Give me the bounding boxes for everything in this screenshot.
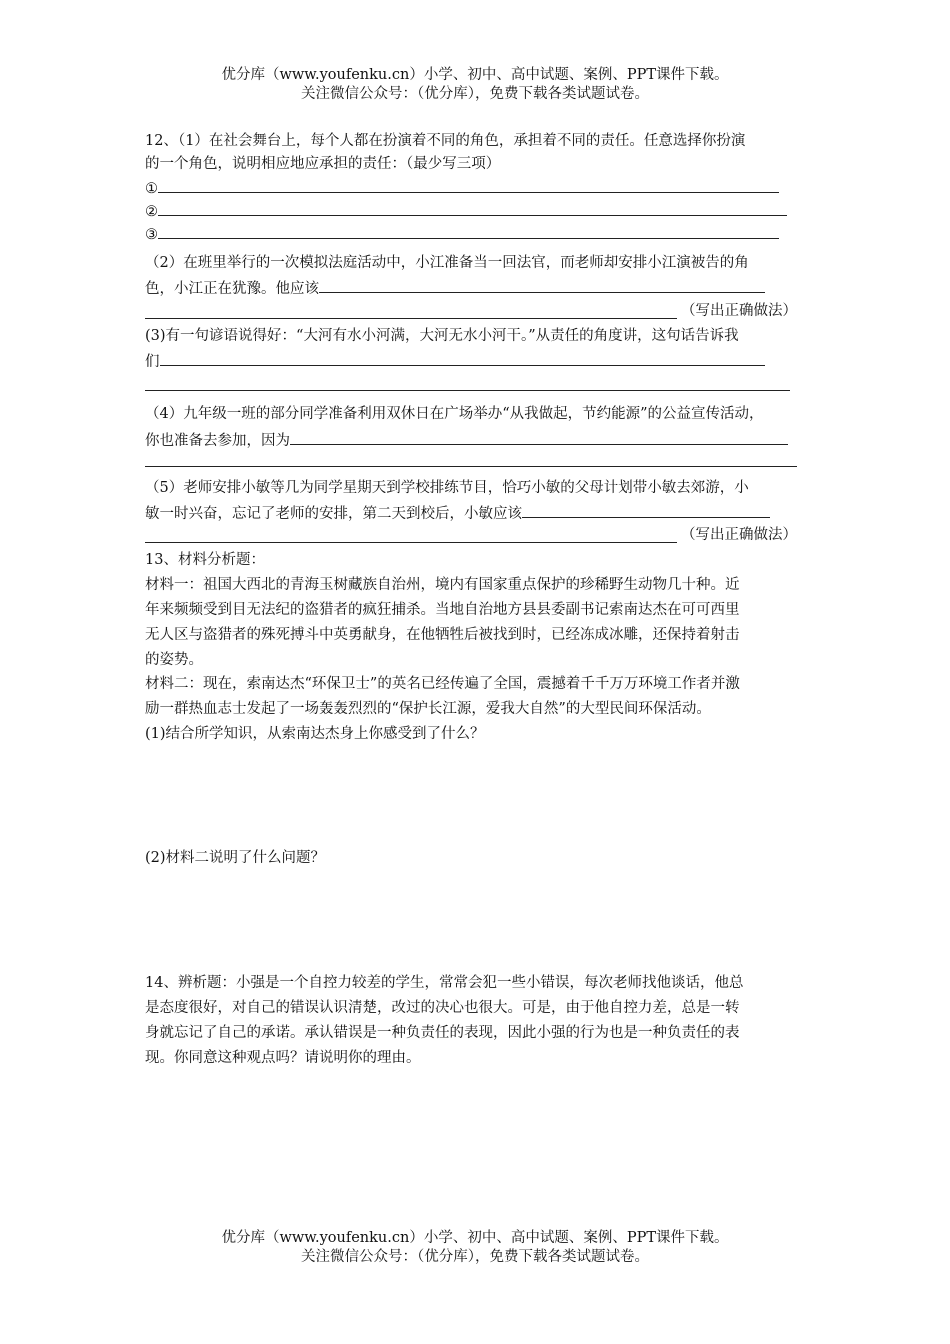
- q12-part4-line2: 你也准备去参加，因为: [145, 428, 788, 452]
- q12-part5-blank-2[interactable]: [145, 542, 677, 543]
- q12-part3-blank-2[interactable]: [145, 390, 790, 391]
- q12-part3-line2: 们: [145, 349, 765, 373]
- q12-part4-blank-2[interactable]: [145, 466, 797, 467]
- q12-part5-blank[interactable]: [522, 501, 770, 518]
- page-footer-line2: 关注微信公众号：（优分库），免费下载各类试题试卷。: [301, 1249, 649, 1265]
- q12-part4-blank[interactable]: [290, 428, 788, 445]
- q12-part5-line2: 敏一时兴奋，忘记了老师的安排，第二天到校后，小敏应该: [145, 501, 770, 525]
- circled-number-3: ③: [145, 227, 158, 243]
- q12-part2-line1: （2）在班里举行的一次模拟法庭活动中，小江准备当一回法官，而老师却安排小江演被告的角: [145, 255, 749, 271]
- q13-material1-line4: 的姿势。: [145, 652, 203, 668]
- q13-title: 13、材料分析题：: [145, 552, 265, 568]
- blank-2[interactable]: [158, 199, 787, 216]
- q14-line2: 是态度很好，对自己的错误认识清楚，改过的决心也很大。可是，由于他自控力差，总是一转: [145, 1000, 740, 1016]
- q12-part1-line2: 的一个角色，说明相应地应承担的责任：（最少写三项）: [145, 156, 501, 172]
- q13-material2-line2: 励一群热血志士发起了一场轰轰烈烈的“保护长江源，爱我大自然”的大型民间环保活动。: [145, 701, 711, 717]
- q12-part1-line1: 12、（1）在社会舞台上，每个人都在扮演着不同的角色，承担着不同的责任。任意选择你扮演: [145, 133, 746, 149]
- q12-part2-line2: 色，小江正在犹豫。他应该: [145, 276, 765, 300]
- q12-part2-blank[interactable]: [319, 276, 765, 293]
- q12-part5-note: （写出正确做法）: [681, 527, 797, 543]
- q13-question1: (1)结合所学知识，从索南达杰身上你感受到了什么？: [145, 726, 485, 742]
- q14-line3: 身就忘记了自己的承诺。承认错误是一种负责任的表现，因此小强的行为也是一种负责任的表: [145, 1025, 740, 1041]
- q12-part2-blank-2[interactable]: [145, 318, 677, 319]
- page-header-line1: 优分库（www.youfenku.cn）小学、初中、高中试题、案例、PPT课件下载。: [221, 67, 729, 83]
- page-footer-line1: 优分库（www.youfenku.cn）小学、初中、高中试题、案例、PPT课件下载。: [221, 1230, 729, 1246]
- q13-question2: (2)材料二说明了什么问题？: [145, 850, 326, 866]
- answer-line-3: [145, 222, 779, 246]
- answer-line-1: [145, 176, 779, 200]
- circled-number-1: ①: [145, 181, 158, 197]
- circled-number-2: ②: [145, 204, 158, 220]
- q12-part4-line1: （4）九年级一班的部分同学准备利用双休日在广场举办“从我做起，节约能源”的公益宣传活动，: [145, 406, 764, 422]
- q12-part3-blank[interactable]: [160, 349, 765, 366]
- q13-material1-line2: 年来频频受到目无法纪的盗猎者的疯狂捕杀。当地自治地方县县委副书记索南达杰在可可西里: [145, 602, 740, 618]
- q14-line1: 14、辨析题：小强是一个自控力较差的学生，常常会犯一些小错误，每次老师找他谈话，他总: [145, 975, 744, 991]
- q12-part3-line1: (3)有一句谚语说得好：“大河有水小河满，大河无水小河干。”从责任的角度讲，这句话告诉我: [145, 328, 739, 344]
- q13-material1-line1: 材料一：祖国大西北的青海玉树藏族自治州，境内有国家重点保护的珍稀野生动物几十种。近: [145, 577, 740, 593]
- q13-material2-line1: 材料二：现在，索南达杰“环保卫士”的英名已经传遍了全国，震撼着千千万万环境工作者并激: [145, 676, 740, 692]
- blank-1[interactable]: [158, 176, 779, 193]
- q12-part5-line1: （5）老师安排小敏等几为同学星期天到学校排练节目，恰巧小敏的父母计划带小敏去郊游，小: [145, 480, 749, 496]
- q12-part2-note: （写出正确做法）: [681, 303, 797, 319]
- q13-material1-line3: 无人区与盗猎者的殊死搏斗中英勇献身，在他牺牲后被找到时，已经冻成冰雕，还保持着射击: [145, 627, 740, 643]
- page-header-line2: 关注微信公众号：（优分库），免费下载各类试题试卷。: [301, 86, 649, 102]
- blank-3[interactable]: [158, 222, 779, 239]
- answer-line-2: [145, 199, 787, 223]
- q14-line4: 现。你同意这种观点吗？请说明你的理由。: [145, 1050, 421, 1066]
